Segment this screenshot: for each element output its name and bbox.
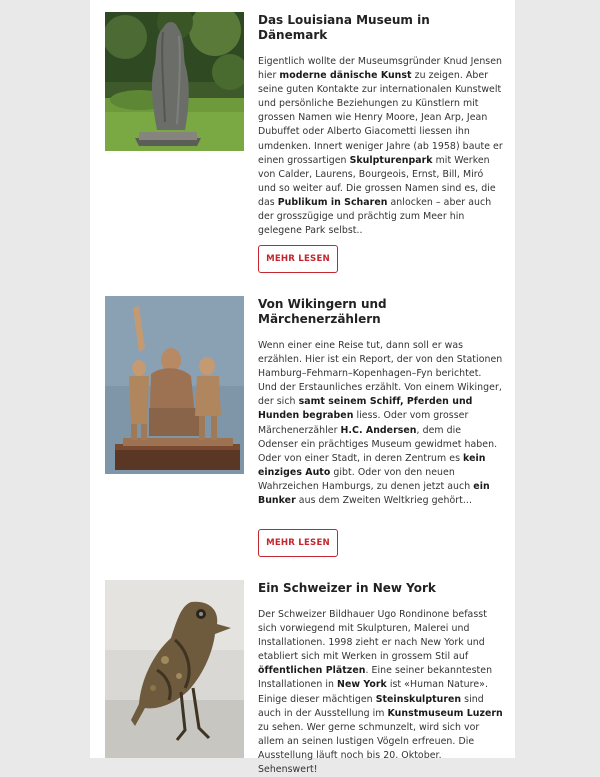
read-more-button[interactable]: MEHR LESEN [258,245,338,273]
sculpture-park-photo [105,12,244,151]
body-text: mit Werken von Calder, Laurens, Bourgeois, Ernst, Bill, Miró und so weiter auf. Die grossen Namen sind es, die das [258,154,496,208]
newsletter-content [90,0,515,776]
body-text: zu zeigen. Aber seine guten Kontakte zur internationalen Kunstwelt und persönliche Beziehungen zu Künstlern mit grossen Namen wie Henry Moore, Jean Arp, Jean Dubuffet oder Alberto Giacometti liessen ihn umdenken. Innert weniger Jahre (ab 1958) baute er einen grossartigen [258,70,503,166]
body-text: aus dem Zweiten Weltkrieg gehört... [295,495,472,507]
body-text: ist «Human Nature». Einige dieser mächtigen [258,679,488,705]
article-body [258,339,503,508]
read-more-button[interactable]: MEHR LESEN [258,529,338,557]
article-image[interactable] [105,296,244,474]
body-text: anlocken – aber auch der grosszügige und prächtig zum Meer hin gelegene Park selbst.. [258,196,492,237]
andersen-statue-photo [105,296,244,474]
body-emphasis: ein Bunker [258,480,490,507]
body-emphasis: Steinskulpturen [375,693,462,705]
article-body [258,608,503,777]
bronze-bird-photo [105,580,244,758]
body-emphasis: Kunstmuseum Luzern [387,707,503,719]
article-image[interactable] [105,580,244,758]
article-title: Von Wikingern und Märchenerzählern [258,297,387,326]
body-text: zu sehen. Wer gerne schmunzelt, wird sich vor allem an seinen lustigen Vögeln erfreuen. Die Ausstellung läuft noch bis 20. Oktober. Sehenswert! [258,721,480,776]
article-body [258,55,503,238]
body-text: . Eine seiner bekanntesten Installationen in [258,665,493,691]
article-image[interactable] [105,12,244,151]
body-emphasis: öffentlichen Plätzen [258,665,366,677]
body-text: , dem die Odenser ein prächtiges Museum gewidmet haben. Oder von einer Stadt, in deren Zentrum es [258,424,498,464]
body-emphasis: New York [337,679,387,691]
body-emphasis: moderne dänische Kunst [279,70,412,82]
body-text: Wenn einer eine Reise tut, dann soll er was erzählen. Hier ist ein Report, der von den Stationen Hamburg–Fehmarn–Kopenhagen–Fyn berichtet. Und der Erstaunliches erzählt. Von einem Wikinger, der sich [258,340,503,408]
body-emphasis: Skulpturenpark [349,154,433,166]
body-text: Der Schweizer Bildhauer Ugo Rondinone befasst sich vorwiegend mit Skulpturen, Malerei und Installationen. 1998 zieht er nach New York und etabliert sich mit Werken in grossem Stil auf [258,609,487,663]
article-title: Ein Schweizer in New York [258,581,436,595]
body-text: Eigentlich wollte der Museumsgründer Knud Jensen hier [258,56,503,82]
body-emphasis: kein einziges Auto [258,452,486,478]
body-text: gibt. Oder von den neuen Wahrzeichen Hamburgs, zu denen jetzt auch [258,466,474,492]
body-emphasis: Publikum in Scharen [277,196,388,208]
body-emphasis: H.C. Andersen [340,424,417,436]
article-title: Das Louisiana Museum in Dänemark [258,13,430,42]
body-emphasis: samt seinem Schiff, Pferden und Hunden begraben [258,396,473,422]
body-text: liess. Oder vom grosser Märchenerzähler [258,410,469,436]
body-text: sind auch in der Ausstellung im [258,693,484,719]
